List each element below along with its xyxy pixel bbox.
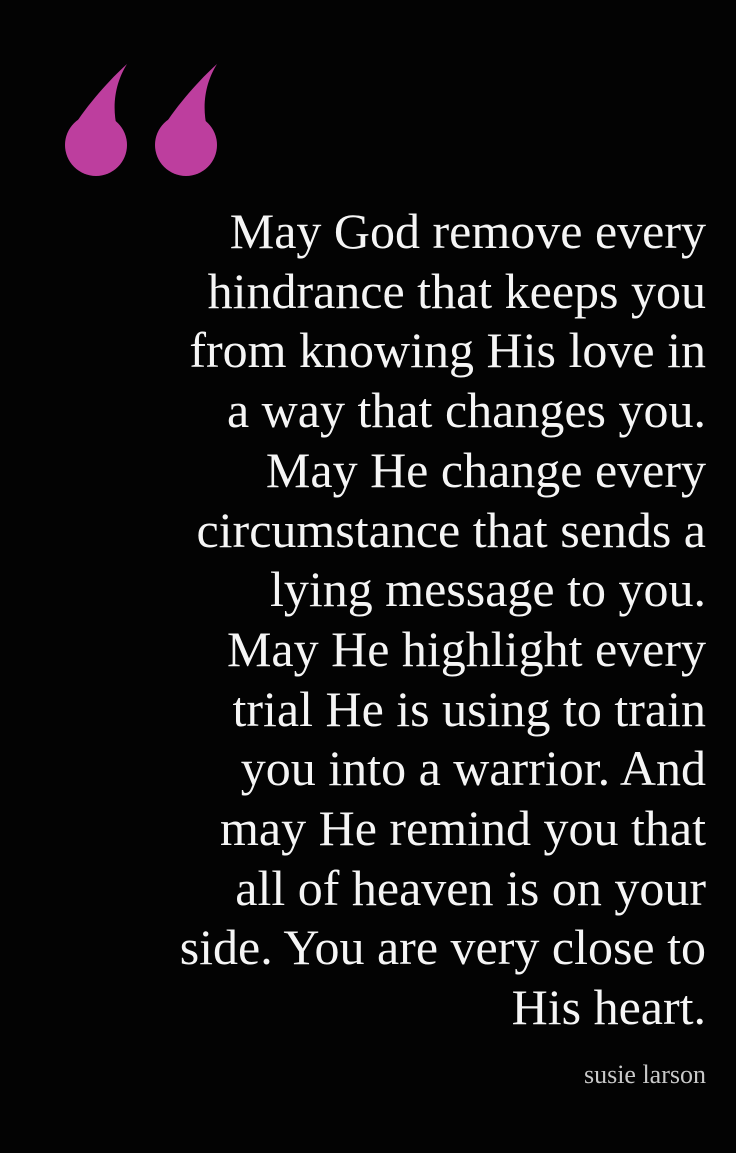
quote-line: from knowing His love in: [189, 322, 706, 379]
quote-comma-right: [155, 64, 217, 176]
quote-line: trial He is using to train: [232, 680, 706, 737]
quote-line: hindrance that keeps you: [207, 262, 706, 319]
quote-line: all of heaven is on your: [235, 859, 706, 916]
quote-line: side. You are very close to: [179, 919, 706, 976]
quote-text-block: [20, 202, 706, 1090]
quote-line: His heart.: [511, 979, 706, 1036]
attribution: susie larson: [583, 1059, 706, 1089]
quote-line: May He change every: [265, 441, 706, 498]
quote-line: May He highlight every: [226, 620, 706, 677]
quote-line: a way that changes you.: [226, 382, 706, 439]
quote-line: circumstance that sends a: [196, 501, 706, 558]
quote-comma-left: [65, 64, 127, 176]
quote-line: may He remind you that: [220, 800, 706, 857]
quote-line: lying message to you.: [269, 561, 706, 618]
quote-line: May God remove every: [229, 203, 706, 259]
quote-line: you into a warrior. And: [240, 740, 706, 797]
opening-quote-icon: [65, 60, 217, 176]
